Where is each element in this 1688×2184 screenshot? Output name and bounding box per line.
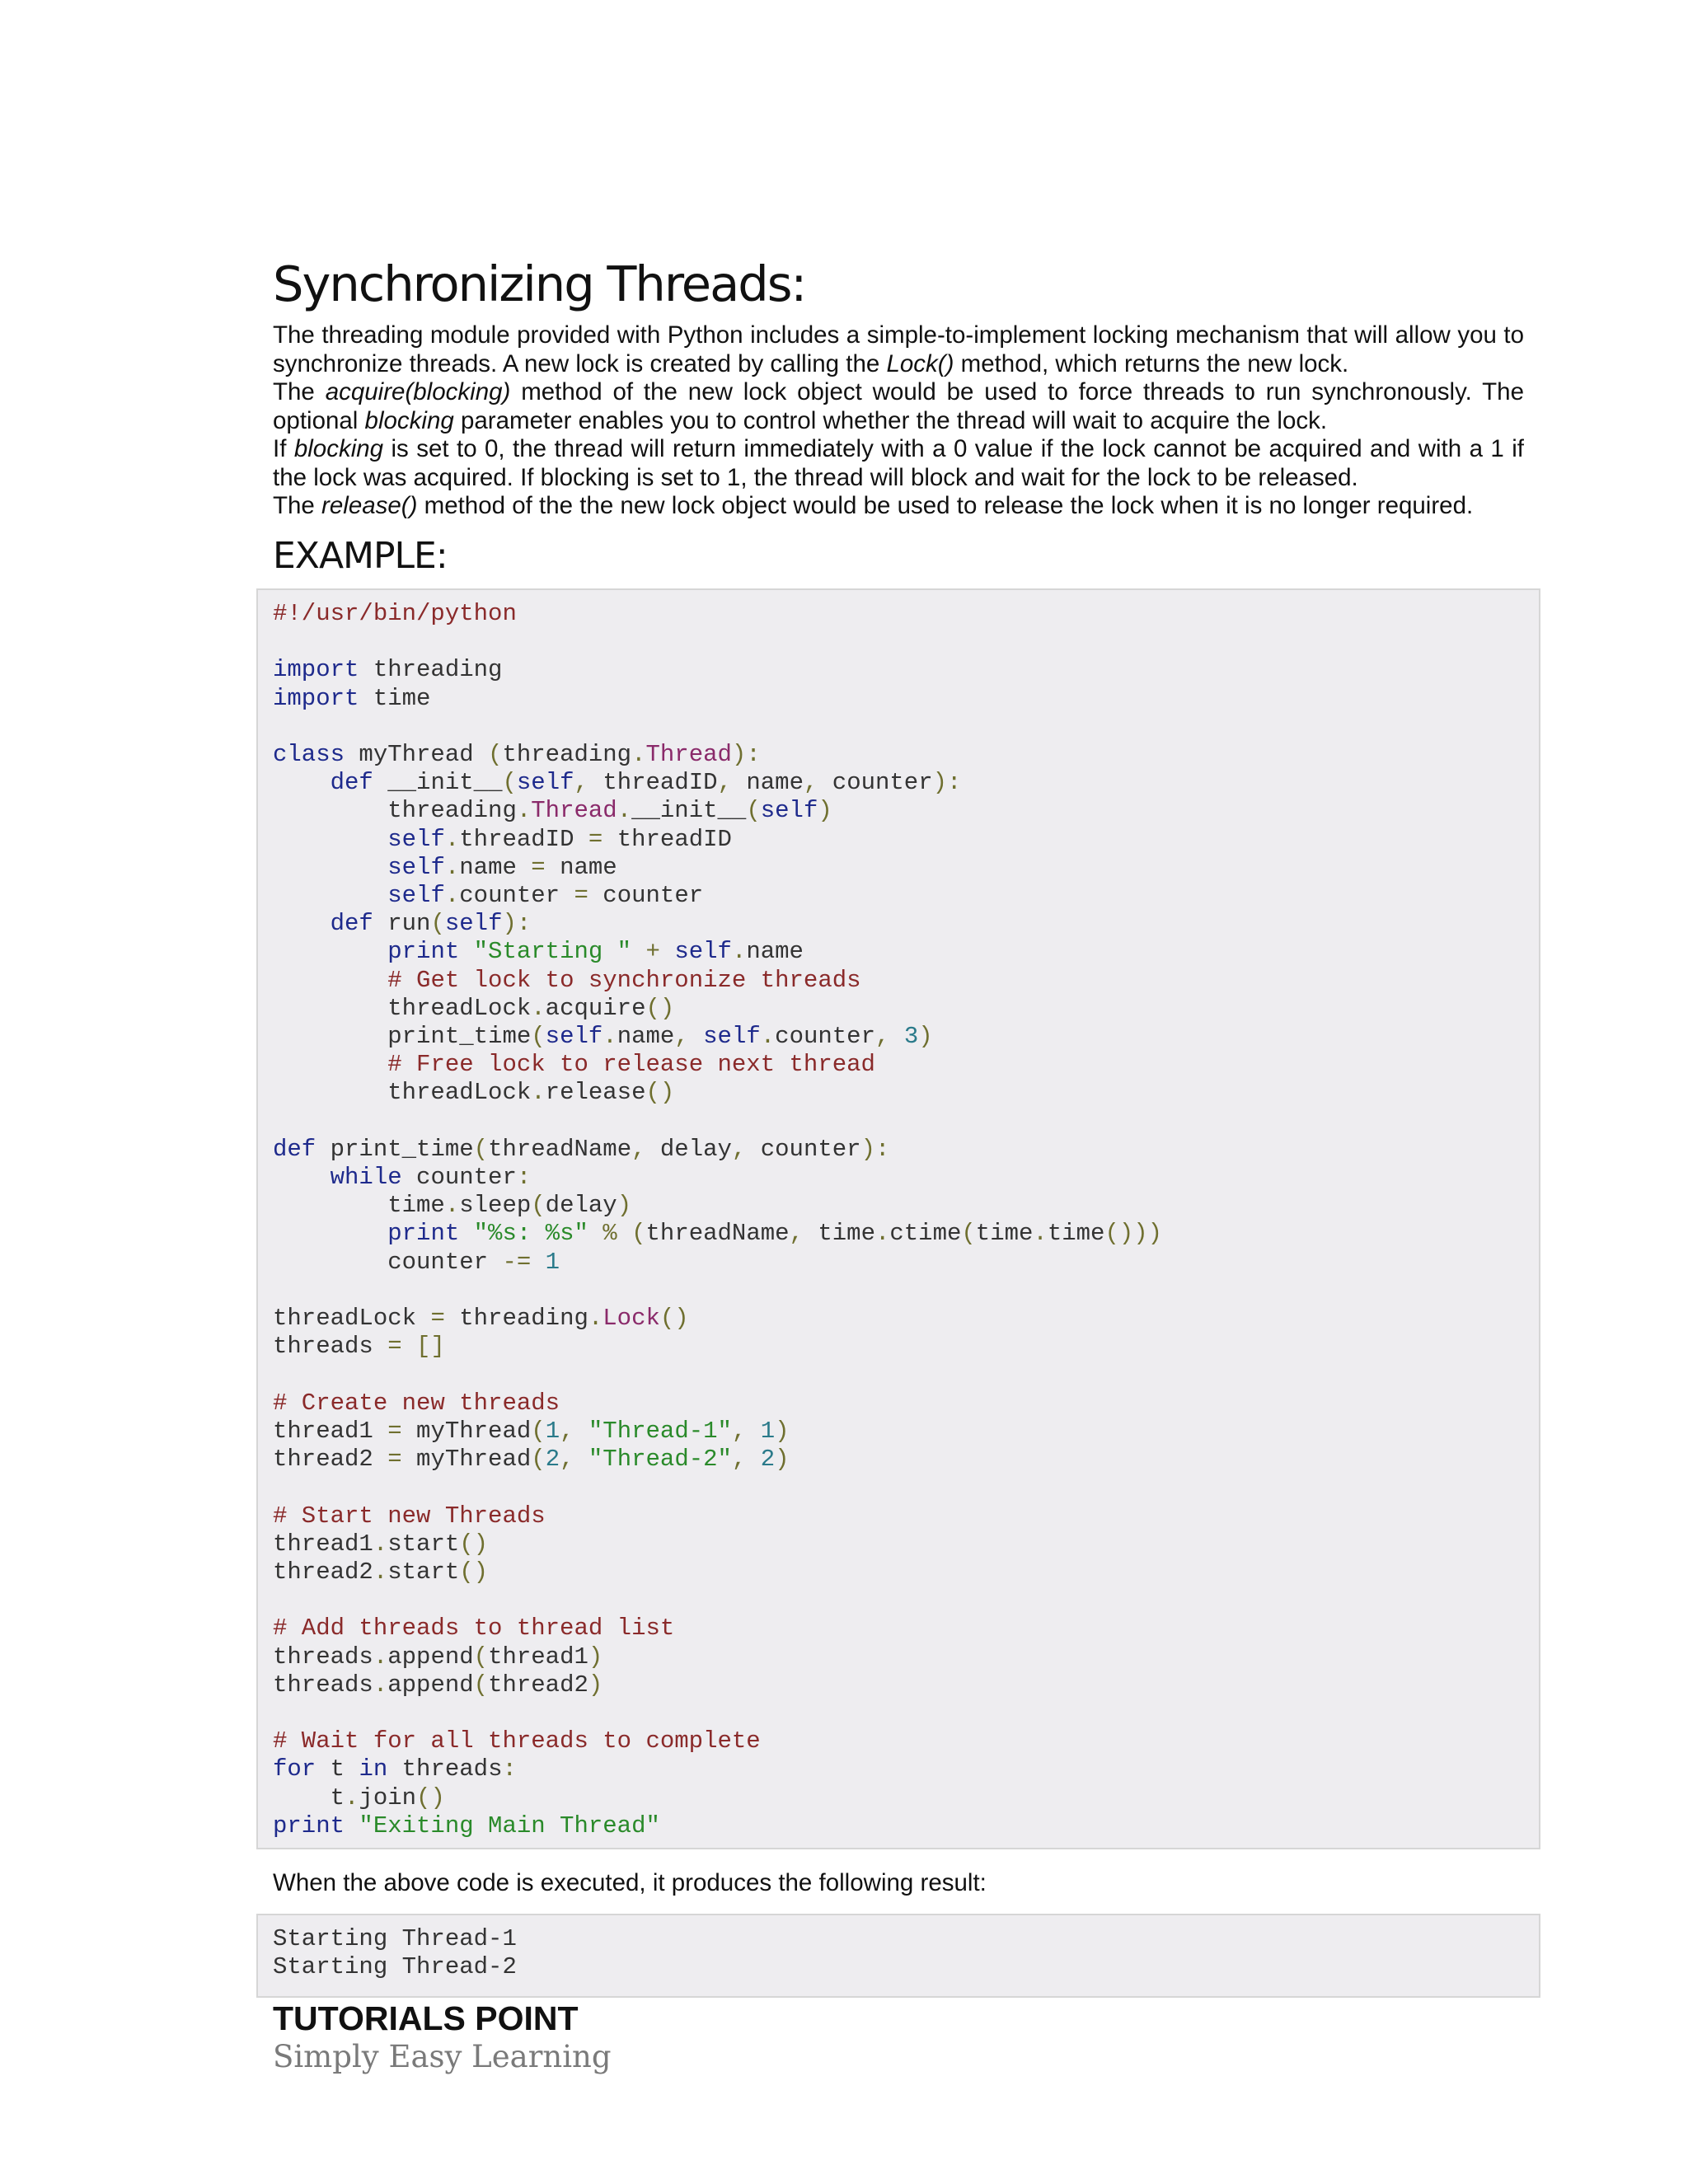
code-token: threadLock [273, 1079, 532, 1107]
code-token: counter [588, 882, 704, 910]
code-token: ( [430, 910, 445, 938]
code-token: ( [473, 1671, 489, 1699]
code-token: myThread [401, 1446, 532, 1474]
code-token: name [459, 853, 532, 881]
code-token: print [273, 1811, 345, 1840]
code-token: threadLock [273, 1305, 431, 1333]
code-token: () [645, 1079, 675, 1107]
code-token: start [387, 1558, 460, 1586]
code-token: time [359, 684, 431, 712]
code-token [746, 1418, 760, 1445]
code-token: . [631, 741, 646, 769]
code-token: # Start new Threads [273, 1502, 546, 1530]
code-token: print [387, 1220, 460, 1248]
code-line [273, 882, 1162, 910]
paragraph-1 [273, 321, 1524, 378]
code-token: # Wait for all threads to complete [273, 1727, 761, 1755]
code-token: , [717, 769, 732, 797]
code-token: ( [531, 1023, 546, 1051]
code-line [273, 1671, 1162, 1699]
code-token: , [875, 1023, 890, 1051]
code-token: ): [860, 1135, 890, 1163]
code-token: for [273, 1755, 316, 1783]
output-line: Starting Thread-1 [273, 1925, 517, 1952]
code-token: thread1 [273, 1530, 373, 1558]
code-line [273, 1390, 1162, 1418]
output-block [273, 1925, 517, 1981]
code-token: time [803, 1220, 875, 1248]
code-line [273, 741, 1162, 769]
code-token: print_time [316, 1135, 474, 1163]
code-token: , [789, 1220, 804, 1248]
code-token [588, 1220, 603, 1247]
code-token: name [617, 1023, 675, 1051]
code-token: threadLock [273, 994, 532, 1022]
code-token: delay [545, 1192, 617, 1220]
code-token [689, 1023, 703, 1050]
code-line [273, 600, 1162, 628]
code-token: counter [818, 769, 933, 797]
code-token: ())) [1104, 1220, 1163, 1248]
code-line [273, 1586, 1162, 1615]
code-token: counter [459, 882, 574, 910]
code-line [273, 1277, 1162, 1305]
code-token: , [631, 1135, 646, 1163]
code-token: self [387, 853, 445, 881]
code-line [273, 685, 1162, 713]
code-token: threadName [645, 1220, 790, 1248]
code-token: join [359, 1783, 417, 1811]
code-token [273, 910, 331, 937]
code-token: ) [818, 797, 832, 825]
code-token: threading [273, 797, 517, 825]
emphasis-text: Lock() [886, 349, 954, 377]
code-token: name [545, 853, 617, 881]
code-token: 1 [545, 1417, 560, 1445]
paragraph-text: If [273, 435, 294, 462]
code-token: 1 [545, 1248, 560, 1276]
code-token [273, 967, 387, 994]
code-token: import [273, 684, 359, 712]
paragraph-3 [273, 435, 1524, 492]
code-line [273, 1615, 1162, 1643]
code-line [273, 797, 1162, 825]
code-token [459, 938, 473, 965]
code-token: . [760, 1023, 776, 1051]
code-token: . [603, 1023, 617, 1051]
code-token: , [560, 1446, 574, 1474]
code-token: in [359, 1755, 388, 1783]
code-token: ( [531, 1446, 546, 1474]
code-token: threadID [459, 825, 588, 853]
code-line [273, 1136, 1162, 1164]
code-line [273, 1051, 1162, 1079]
code-token: Thread [531, 797, 617, 825]
code-token [402, 1333, 416, 1360]
code-token: . [588, 1305, 603, 1333]
code-line [273, 1333, 1162, 1361]
emphasis-text: release() [321, 492, 418, 519]
code-token: ) [588, 1643, 603, 1671]
emphasis-text: acquire(blocking) [325, 378, 511, 405]
code-line [273, 1192, 1162, 1220]
paragraph-text: is set to 0, the thread will return immediately with a 0 value if the lock cannot be acquired and with a 1 if the lock was acquired. If blocking is set to 1, the thread will block and wait for the lock to be released. [273, 435, 1525, 491]
code-token [746, 1446, 760, 1473]
code-token: () [459, 1558, 489, 1586]
code-token: threadName [488, 1135, 632, 1163]
code-token: thread1 [488, 1643, 588, 1671]
intro-text [273, 321, 1524, 521]
code-token [574, 1418, 588, 1445]
code-token: ) [617, 1192, 632, 1220]
code-token: self [387, 882, 445, 910]
code-line [273, 1474, 1162, 1502]
code-line [273, 1418, 1162, 1446]
code-block [273, 600, 1162, 1840]
code-line [273, 713, 1162, 741]
code-token: class [273, 741, 345, 769]
code-token: . [444, 1192, 460, 1220]
code-token: self [545, 1023, 603, 1051]
code-token: counter [401, 1164, 517, 1192]
code-token: ) [918, 1023, 933, 1051]
code-token: ( [473, 1135, 489, 1163]
code-line [273, 1249, 1162, 1277]
code-token: . [1033, 1220, 1048, 1248]
code-line [273, 628, 1162, 656]
code-token: myThread [345, 741, 489, 769]
code-token: ( [961, 1220, 976, 1248]
code-token: 1 [760, 1417, 776, 1445]
code-token: ): [502, 910, 532, 938]
code-token: = [387, 1417, 402, 1445]
emphasis-text: blocking [364, 406, 454, 434]
code-token: thread1 [273, 1417, 388, 1445]
code-token: ( [502, 769, 517, 797]
example-heading: EXAMPLE: [273, 535, 448, 577]
code-token: + [645, 938, 660, 966]
paragraph-text: method of the new lock object would be used to force threads to run synchronously. The optional [273, 378, 1524, 434]
code-token: () [459, 1530, 489, 1558]
code-line [273, 1727, 1162, 1755]
code-token: self [760, 797, 818, 825]
code-token: time [975, 1220, 1034, 1248]
code-token: thread2 [273, 1446, 388, 1474]
code-token: = [588, 825, 603, 853]
code-token: append [387, 1671, 474, 1699]
paragraph-text: method, which returns the new lock. [954, 349, 1349, 377]
code-line [273, 1784, 1162, 1812]
code-line [273, 1755, 1162, 1783]
code-token: . [444, 853, 460, 881]
result-text: When the above code is executed, it produces the following result: [273, 1869, 987, 1896]
code-token: [] [416, 1333, 445, 1361]
code-token [531, 1249, 545, 1276]
code-token: ): [731, 741, 761, 769]
code-token: = [430, 1305, 445, 1333]
code-token [345, 1812, 359, 1840]
code-line [273, 1079, 1162, 1107]
code-line [273, 1446, 1162, 1474]
code-token: self [444, 910, 503, 938]
code-token: ( [473, 1643, 489, 1671]
code-token: () [645, 994, 675, 1022]
code-token: , [731, 1135, 747, 1163]
code-token: ( [631, 1220, 646, 1248]
code-token: "Exiting Main Thread" [359, 1811, 660, 1840]
code-token: threading [359, 656, 503, 684]
code-token: : [502, 1755, 517, 1783]
code-token: ctime [889, 1220, 962, 1248]
code-token: delay [645, 1135, 732, 1163]
code-token: ( [531, 1417, 546, 1445]
code-token: . [444, 882, 460, 910]
code-token [631, 938, 645, 965]
code-token: # Get lock to synchronize threads [387, 966, 861, 994]
code-token: append [387, 1643, 474, 1671]
code-token: . [444, 825, 460, 853]
code-line [273, 826, 1162, 854]
code-token: start [387, 1530, 460, 1558]
code-token: , [674, 1023, 689, 1051]
code-token: sleep [459, 1192, 532, 1220]
code-token: , [731, 1446, 747, 1474]
code-token: Lock [603, 1305, 660, 1333]
code-token: counter [273, 1248, 503, 1276]
code-token: ( [488, 741, 503, 769]
code-line [273, 1108, 1162, 1136]
code-token: threads [273, 1643, 373, 1671]
paragraph-4 [273, 492, 1524, 521]
code-token: name [731, 769, 804, 797]
code-token: . [373, 1643, 388, 1671]
code-token: -= [502, 1248, 532, 1276]
code-line [273, 1502, 1162, 1530]
code-token: ( [531, 1192, 546, 1220]
code-token: __init__ [373, 769, 503, 797]
code-token: () [416, 1783, 445, 1811]
code-token: #!/usr/bin/python [273, 600, 517, 627]
code-line [273, 910, 1162, 938]
code-token: threads [273, 1333, 388, 1361]
code-token [273, 938, 387, 965]
code-token: def [330, 769, 373, 797]
code-token [273, 1220, 387, 1247]
code-token: . [531, 1079, 546, 1107]
code-token: threadID [588, 769, 718, 797]
code-token: threading [502, 741, 632, 769]
code-token: print [387, 938, 460, 966]
code-token: Thread [645, 741, 732, 769]
code-token [273, 854, 387, 881]
paragraph-text: The [273, 378, 326, 405]
code-token: "%s: %s" [473, 1220, 588, 1248]
code-token [273, 769, 331, 796]
code-line [273, 656, 1162, 684]
code-token: release [545, 1079, 646, 1107]
code-line [273, 1643, 1162, 1671]
paragraph-text: method of the the new lock object would be used to release the lock when it is no longer required. [417, 492, 1474, 519]
code-line [273, 967, 1162, 995]
code-token: acquire [545, 994, 646, 1022]
code-token: = [574, 882, 588, 910]
code-token: = [387, 1333, 402, 1361]
footer-tagline: Simply Easy Learning [273, 2039, 612, 2074]
code-token: , [560, 1417, 574, 1445]
code-token: threads [273, 1671, 373, 1699]
code-token: . [617, 797, 632, 825]
code-line [273, 1812, 1162, 1840]
code-token: t [316, 1755, 359, 1783]
code-token: 2 [760, 1446, 776, 1474]
code-token: = [387, 1446, 402, 1474]
code-token: thread2 [273, 1558, 373, 1586]
code-line [273, 938, 1162, 966]
code-token: . [874, 1220, 890, 1248]
code-token [889, 1023, 903, 1050]
emphasis-text: blocking [293, 435, 384, 462]
code-token: time [273, 1192, 445, 1220]
code-token: # Add threads to thread list [273, 1615, 675, 1643]
code-line [273, 995, 1162, 1023]
code-token: def [273, 1135, 316, 1163]
code-token: , [731, 1417, 747, 1445]
code-token: ( [746, 797, 761, 825]
code-token: # Create new threads [273, 1389, 560, 1417]
code-token [273, 1051, 387, 1078]
code-token: ) [588, 1671, 603, 1699]
code-token: ) [775, 1446, 790, 1474]
code-token: import [273, 656, 359, 684]
code-line [273, 769, 1162, 797]
code-token: ): [932, 769, 962, 797]
code-line [273, 1305, 1162, 1333]
code-token: , [574, 769, 588, 797]
code-token: self [703, 1023, 761, 1051]
code-token: self [674, 938, 732, 966]
code-line [273, 1530, 1162, 1558]
code-token: time [1047, 1220, 1105, 1248]
code-token: threads [387, 1755, 503, 1783]
paragraph-text: parameter enables you to control whether the thread will wait to acquire the lock. [453, 406, 1328, 434]
code-token: % [603, 1220, 617, 1248]
code-token [574, 1446, 588, 1473]
code-token: myThread [401, 1417, 532, 1445]
code-token: . [373, 1671, 388, 1699]
paragraph-text: The [273, 492, 322, 519]
code-token: self [516, 769, 574, 797]
code-token: . [731, 938, 747, 966]
code-token: # Free lock to release next thread [387, 1051, 875, 1079]
paragraph-text: The threading module provided with Python includes a simple-to-implement locking mechanism that will allow you to synchronize threads. A new lock is created by calling the [273, 321, 1524, 377]
code-token: ) [775, 1417, 790, 1445]
code-token: : [516, 1164, 532, 1192]
code-token [273, 882, 387, 909]
code-token: counter [746, 1135, 861, 1163]
output-line: Starting Thread-2 [273, 1953, 517, 1981]
code-token: "Thread-2" [588, 1446, 732, 1474]
code-line [273, 1699, 1162, 1727]
code-token: while [330, 1164, 402, 1192]
paragraph-2 [273, 378, 1524, 435]
code-token [273, 1164, 331, 1191]
page-title: Synchronizing Threads: [273, 255, 806, 312]
code-token: . [345, 1783, 359, 1811]
code-line [273, 1220, 1162, 1248]
code-token: = [531, 853, 546, 881]
code-token [459, 1220, 473, 1247]
code-line [273, 1361, 1162, 1389]
code-token: run [373, 910, 431, 938]
code-token [273, 826, 387, 853]
code-token: 2 [545, 1446, 560, 1474]
code-token [660, 938, 674, 965]
code-token: () [659, 1305, 689, 1333]
code-token: threadID [603, 825, 732, 853]
code-token: thread2 [488, 1671, 588, 1699]
code-token: self [387, 825, 445, 853]
code-token: counter [775, 1023, 875, 1051]
code-token: def [330, 910, 373, 938]
code-token: "Starting " [473, 938, 632, 966]
code-token: t [273, 1783, 345, 1811]
code-line [273, 1558, 1162, 1586]
code-token [617, 1220, 631, 1247]
code-token: __init__ [631, 797, 747, 825]
code-token: "Thread-1" [588, 1417, 732, 1445]
code-token: . [373, 1530, 388, 1558]
code-line [273, 854, 1162, 882]
code-token: , [803, 769, 818, 797]
footer-brand: TUTORIALS POINT [273, 1999, 579, 2037]
code-token: . [516, 797, 532, 825]
code-token: threading [444, 1305, 588, 1333]
code-token: print_time [273, 1023, 532, 1051]
code-token: . [531, 994, 546, 1022]
code-line [273, 1164, 1162, 1192]
code-token: . [373, 1558, 388, 1586]
code-token: name [746, 938, 804, 966]
code-line [273, 1023, 1162, 1051]
code-token: 3 [903, 1023, 919, 1051]
